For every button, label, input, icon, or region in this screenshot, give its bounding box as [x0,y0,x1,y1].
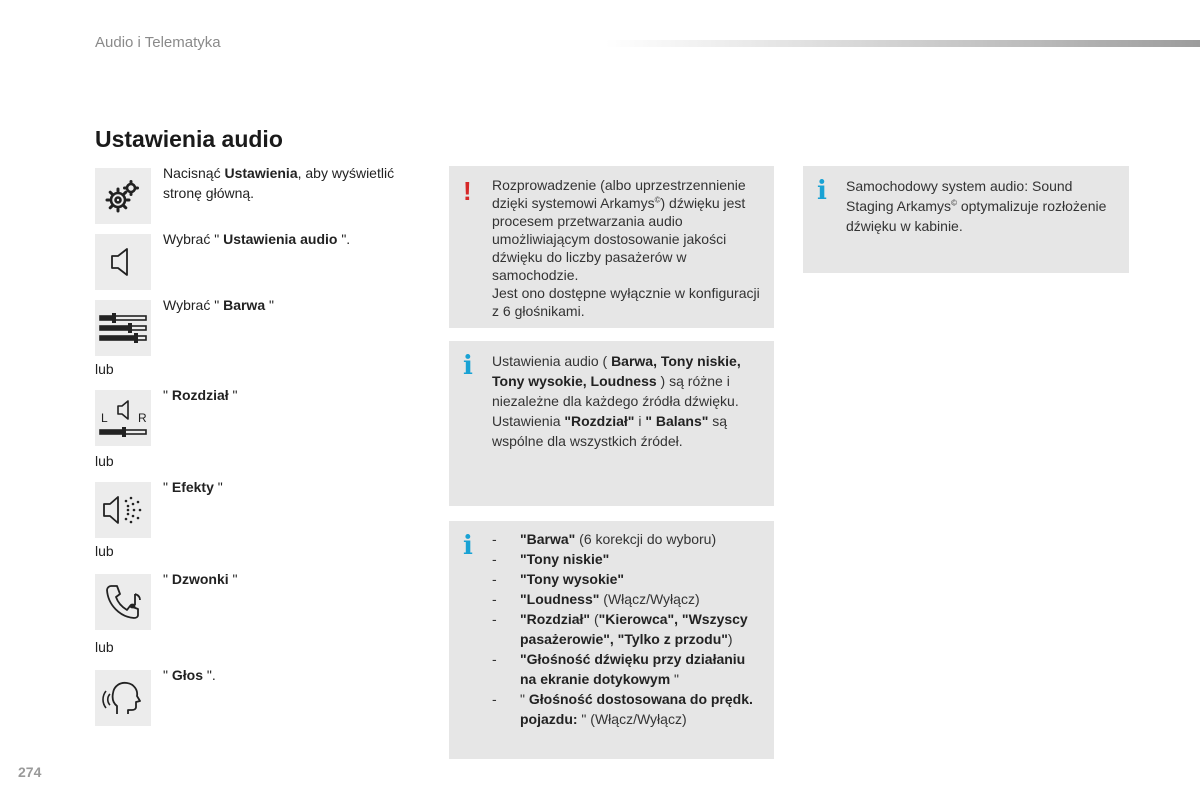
section-header: Audio i Telematyka [95,34,221,51]
list-item: - "Loudness" (Włącz/Wyłącz) [492,591,700,607]
info-settings-text: Ustawienia audio ( Barwa, Tony niskie, Tony wysokie, Loudness ) są różne i niezależne dla każdego źródła dźwięku. Ustawienia "Rozdział" i " Balans" są wspólne dla wszystkich źródeł. [492,353,741,449]
step-3-text: Wybrać " Barwa " [163,297,274,313]
info-icon: i [463,531,473,561]
info-arkamys-text: Samochodowy system audio: Sound Staging Arkamys© optymalizuje rozłożenie dźwięku w kabinie. [846,178,1107,234]
list-item: - "Tony wysokie" [492,571,625,587]
or-label: lub [95,639,114,655]
page-title: Ustawienia audio [95,126,283,152]
step-2-text: Wybrać " Ustawienia audio ". [163,231,351,247]
info-note-list [449,521,774,759]
or-label: lub [95,361,114,377]
svg-text:R: R [138,411,147,425]
info-icon: i [463,351,473,381]
list-item: - "Barwa" (6 korekcji do wyboru) [492,531,717,547]
list-item: - "Tony niskie" [492,551,610,567]
step-6-text: " Dzwonki " [163,571,238,587]
info-note-settings [449,341,774,506]
warning-note [449,166,774,328]
step-5-text: " Efekty " [163,479,223,495]
warning-text: Rozprowadzenie (albo uprzestrzennienie dzięki systemowi Arkamys©) dźwięku jest procesem przetwarzania audio umożliwiającym dostosowanie jakości dźwięku do liczby pasażerów w samochodzie. Jest ono dostępne wyłącznie w konfiguracji z 6 głośnikami. [492,177,760,319]
header-bar [605,40,1200,47]
or-label: lub [95,543,114,559]
list-item: - "Głośność dźwięku przy działaniu na ekranie dotykowym " [492,651,746,687]
step-1-text: Nacisnąć Ustawienia, aby wyświetlić stronę główną. [163,165,395,201]
svg-text:L: L [101,411,108,425]
equalizer-icon [95,300,151,356]
step-4-text: " Rozdział " [163,387,238,403]
info-note-arkamys [803,166,1129,273]
balance-lr-icon [95,390,151,446]
settings-gears-icon [95,168,151,224]
info-icon: i [817,176,827,206]
step-7-text: " Głos ". [163,667,216,683]
voice-icon [95,670,151,726]
phone-ringtone-icon [95,574,151,630]
sound-effects-icon [95,482,151,538]
speaker-icon [95,234,151,290]
list-item: - " Głośność dostosowana do prędk. pojazdu: " (Włącz/Wyłącz) [492,691,753,727]
options-list [492,529,760,729]
page-number: 274 [18,764,42,780]
or-label: lub [95,453,114,469]
warning-icon: ! [463,176,472,206]
list-item: - "Rozdział" ("Kierowca", "Wszyscy pasażerowie", "Tylko z przodu") [492,611,748,647]
